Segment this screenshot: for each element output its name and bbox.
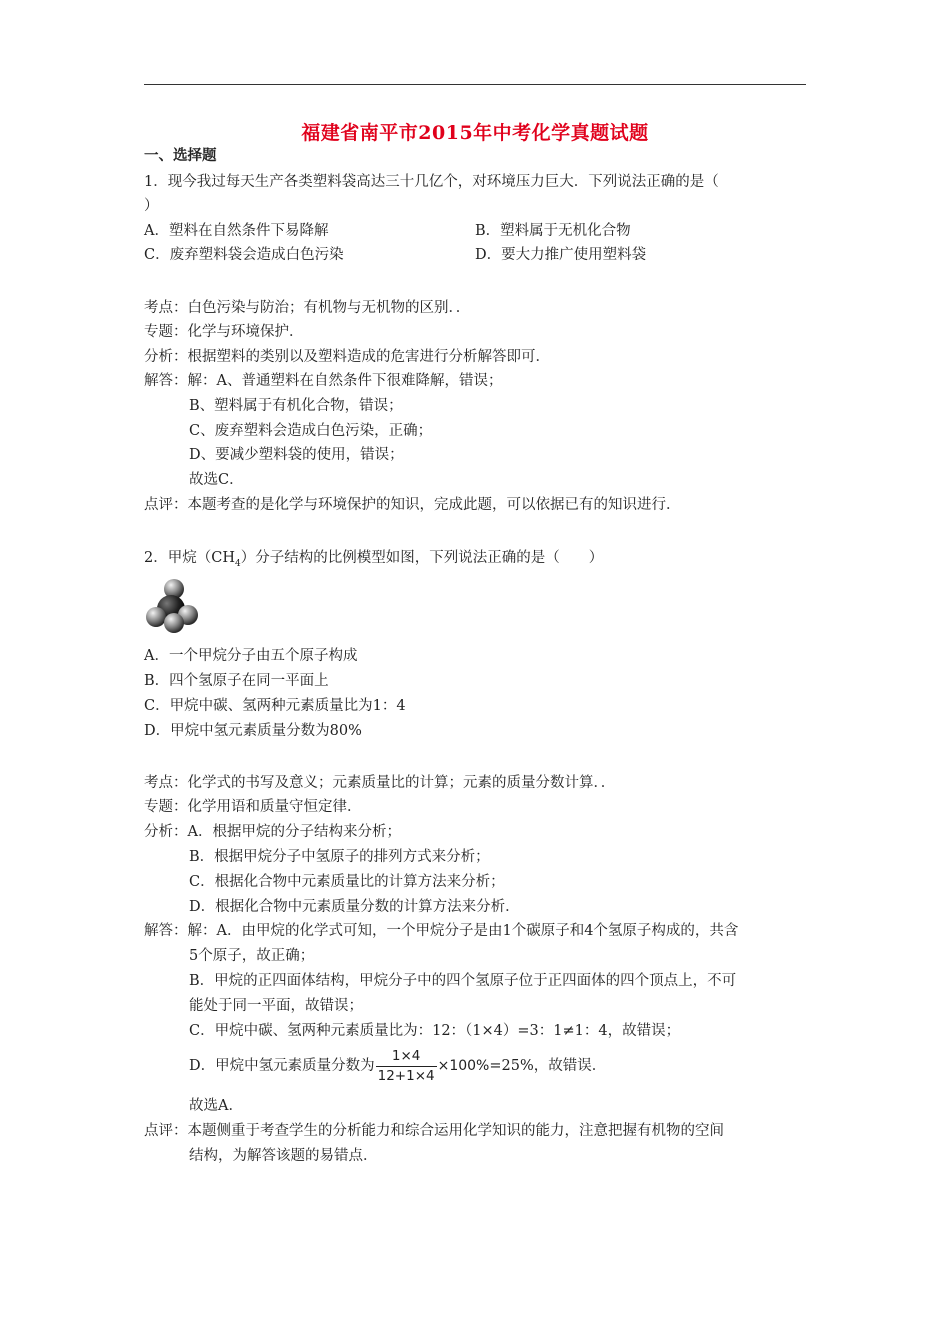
- q2-zhuanti: 专题：化学用语和质量守恒定律．: [144, 799, 362, 815]
- methane-model-image: [144, 575, 200, 635]
- hydrogen-atom-left: [146, 607, 166, 627]
- mass-fraction: $\frac{1\times 4}{12+1\times 4}$: [377, 1047, 435, 1084]
- q1-option-a: A．塑料在自然条件下易降解: [144, 223, 329, 239]
- q1-option-b: B．塑料属于无机化合物: [475, 223, 631, 239]
- q2-option-c: C．甲烷中碳、氢两种元素质量比为1：4: [144, 698, 406, 714]
- header-rule: [144, 84, 806, 85]
- q2-jieda-c: C．甲烷中碳、氢两种元素质量比为：12：（1×4）=3：1≠1：4，故错误；: [189, 1023, 681, 1039]
- section-heading: 一、选择题: [144, 147, 217, 164]
- q1-jieda-a: 解答：解：A、普通塑料在自然条件下很难降解，错误；: [144, 373, 503, 389]
- q2-dianping: 点评：本题侧重于考查学生的分析能力和综合运用化学知识的能力，注意把握有机物的空间: [144, 1123, 724, 1139]
- q1-zhuanti: 专题：化学与环境保护．: [144, 324, 304, 340]
- q2-fenxi-d: D．根据化合物中元素质量分数的计算方法来分析．: [189, 899, 520, 915]
- q2-option-d: D．甲烷中氢元素质量分数为80%: [144, 723, 362, 739]
- q1-stem: 1．现今我过每天生产各类塑料袋高达三十几亿个，对环境压力巨大．下列说法正确的是（: [144, 174, 719, 190]
- hydrogen-atom-bottom: [164, 613, 184, 633]
- q1-kaodian: 考点：白色污染与防治；有机物与无机物的区别．．: [144, 300, 471, 316]
- q1-dianping: 点评：本题考查的是化学与环境保护的知识，完成此题，可以依据已有的知识进行．: [144, 497, 681, 513]
- q2-answer: 故选A．: [189, 1098, 243, 1114]
- q2-fenxi-a: 分析：A．根据甲烷的分子结构来分析；: [144, 824, 401, 840]
- q1-stem-cont: ）: [144, 198, 159, 214]
- q2-kaodian: 考点：化学式的书写及意义；元素质量比的计算；元素的质量分数计算．．: [144, 775, 616, 791]
- page-title: 福建省南平市2015年中考化学真题试题: [301, 122, 649, 144]
- q1-jieda-c: C、废弃塑料会造成白色污染，正确；: [189, 423, 433, 439]
- q2-fenxi-c: C．根据化合物中元素质量比的计算方法来分析；: [189, 874, 505, 890]
- q2-jieda-b: B．甲烷的正四面体结构，甲烷分子中的四个氢原子位于正四面体的四个顶点上，不可: [189, 973, 737, 989]
- q2-stem: 2．甲烷$(CH_4)$分子结构的比例模型如图，下列说法正确的是（ ）: [144, 550, 604, 569]
- q1-answer: 故选C．: [189, 472, 244, 488]
- q1-option-c: C．废弃塑料袋会造成白色污染: [144, 247, 344, 263]
- q2-dianping-cont: 结构，为解答该题的易错点．: [189, 1148, 378, 1164]
- q2-option-b: B．四个氢原子在同一平面上: [144, 673, 329, 689]
- q2-option-a: A．一个甲烷分子由五个原子构成: [144, 648, 358, 664]
- q2-jieda-a-cont: 5个原子，故正确；: [189, 948, 315, 964]
- q1-fenxi: 分析：根据塑料的类别以及塑料造成的危害进行分析解答即可．: [144, 349, 550, 365]
- q1-jieda-b: B、塑料属于有机化合物，错误；: [189, 398, 403, 414]
- q1-jieda-d: D、要减少塑料袋的使用，错误；: [189, 447, 404, 463]
- q2-fenxi-b: B．根据甲烷分子中氢原子的排列方式来分析；: [189, 849, 490, 865]
- q2-jieda-d: D．甲烷中氢元素质量分数为 $\frac{1\times 4}{12+1\times 4}$ ×100%=25%，故错误．: [189, 1047, 607, 1084]
- q1-option-d: D．要大力推广使用塑料袋: [475, 247, 647, 263]
- q2-jieda-a: 解答：解：A．由甲烷的化学式可知，一个甲烷分子是由1个碳原子和4个氢原子构成的，共含: [144, 923, 739, 939]
- q2-jieda-b-cont: 能处于同一平面，故错误；: [189, 998, 363, 1014]
